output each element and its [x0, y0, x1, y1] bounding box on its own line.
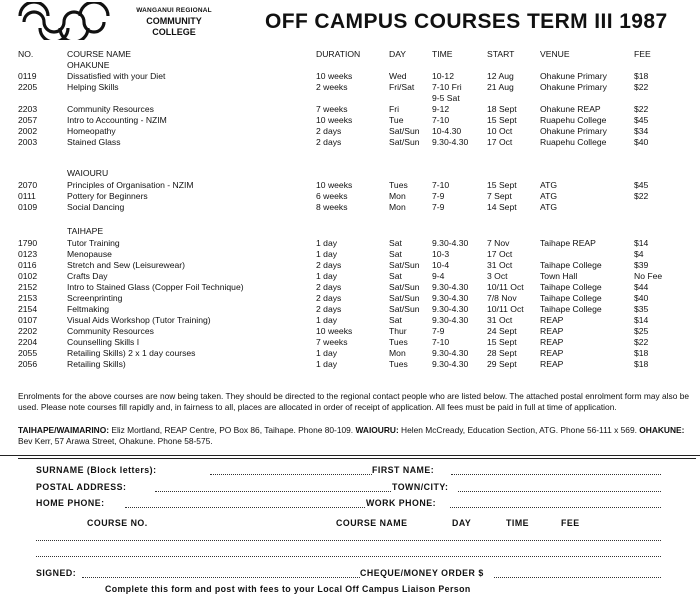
cell-course-name: Principles of Organisation - NZIM — [67, 180, 194, 190]
first-name-label: FIRST NAME: — [372, 465, 435, 475]
cell-duration: 10 weeks — [316, 71, 353, 81]
cell-course-name: Stained Glass — [67, 137, 121, 147]
college-name — [104, 5, 244, 38]
home-phone-label: HOME PHONE: — [36, 498, 105, 508]
cell-fee: $18 — [634, 348, 649, 358]
postal-address-field[interactable] — [155, 491, 391, 492]
table-row — [18, 180, 674, 191]
contact-text-ohakune: Bev Kerr, 57 Arawa Street, Ohakune. Phone 58-575. — [18, 436, 213, 446]
enrolment-paragraph: Enrolments for the above courses are now being taken. They should be directed to the regional contact people who are listed below. The attached postal enrolment form may also be used. Please note courses fill rapidly and, in fairness to all, places are allocated in order of receipt of application. All fees must be paid in full at time of application. — [18, 391, 690, 412]
cell-course-name: Dissatisfied with your Diet — [67, 71, 166, 81]
cell-time: 7-10 — [432, 180, 450, 190]
header-duration: DURATION — [316, 49, 361, 59]
form-col-fee: FEE — [561, 518, 580, 528]
cheque-label: CHEQUE/MONEY ORDER $ — [360, 568, 484, 578]
header-day: DAY — [389, 49, 407, 59]
signed-label: SIGNED: — [36, 568, 77, 578]
cell-time: 9.30-4.30 — [432, 293, 469, 303]
cell-course-name: Social Dancing — [67, 202, 125, 212]
cell-fee: $35 — [634, 304, 649, 314]
cell-venue: ATG — [540, 180, 558, 190]
cell-fee: $34 — [634, 126, 649, 136]
cell-duration: 2 weeks — [316, 82, 348, 92]
cell-venue: Ohakune Primary — [540, 71, 607, 81]
cell-time: 7-9 — [432, 326, 445, 336]
cell-duration: 1 day — [316, 359, 338, 369]
cell-duration: 2 days — [316, 282, 342, 292]
cell-duration: 7 weeks — [316, 104, 348, 114]
cell-duration: 10 weeks — [316, 115, 353, 125]
cell-course-no: 0102 — [18, 271, 38, 281]
table-row — [18, 271, 674, 282]
cell-course-no: 2153 — [18, 293, 38, 303]
cell-day: Sat/Sun — [389, 304, 420, 314]
cell-venue: Ruapehu College — [540, 115, 607, 125]
cell-day: Fri/Sat — [389, 82, 415, 92]
cell-venue: REAP — [540, 337, 564, 347]
section-heading-waiouru: WAIOURU — [67, 168, 109, 178]
surname-label: SURNAME (Block letters): — [36, 465, 157, 475]
table-row — [18, 293, 674, 304]
header-time: TIME — [432, 49, 453, 59]
form-col-time: TIME — [506, 518, 530, 528]
cell-course-no: 0111 — [18, 191, 36, 201]
cell-fee: $40 — [634, 137, 649, 147]
cell-time: 9-4 — [432, 271, 445, 281]
table-row — [18, 115, 674, 126]
cell-course-name: Feltmaking — [67, 304, 110, 314]
cell-course-name: Screenprinting — [67, 293, 123, 303]
cell-start: 17 Oct — [487, 249, 513, 259]
cell-time: 7-9 — [432, 202, 445, 212]
cell-fee: $14 — [634, 238, 649, 248]
cell-time: 9-5 Sat — [432, 93, 460, 103]
first-name-field[interactable] — [451, 474, 661, 475]
cell-start: 31 Oct — [487, 260, 513, 270]
cheque-amount-field[interactable] — [494, 577, 661, 578]
table-row — [18, 202, 674, 213]
cell-start: 15 Sept — [487, 180, 517, 190]
cell-course-name: Community Resources — [67, 326, 154, 336]
cell-course-no: 0116 — [18, 260, 37, 270]
course-entry-line-2[interactable] — [36, 556, 661, 557]
form-col-course-no: COURSE NO. — [87, 518, 148, 528]
table-row — [18, 137, 674, 148]
table-row — [18, 359, 674, 370]
cell-start: 12 Aug — [487, 71, 514, 81]
contact-label-waiouru: WAIOURU: — [355, 425, 399, 435]
cell-duration: 2 days — [316, 304, 342, 314]
work-phone-label: WORK PHONE: — [366, 498, 437, 508]
cell-course-no: 2055 — [18, 348, 38, 358]
cell-day: Sat/Sun — [389, 260, 420, 270]
cell-course-no: 0123 — [18, 249, 38, 259]
cell-day: Sat/Sun — [389, 282, 420, 292]
cell-venue: Ohakune Primary — [540, 126, 607, 136]
cell-time: 9.30-4.30 — [432, 137, 469, 147]
table-row — [18, 315, 674, 326]
table-row — [18, 260, 674, 271]
college-line-3: COLLEGE — [152, 27, 196, 37]
cell-venue: REAP — [540, 348, 564, 358]
cell-start: 29 Sept — [487, 359, 517, 369]
cell-day: Tues — [389, 337, 408, 347]
cell-course-no: 2070 — [18, 180, 38, 190]
cell-duration: 10 weeks — [316, 326, 353, 336]
cell-course-no: 2003 — [18, 137, 38, 147]
cell-start: 7/8 Nov — [487, 293, 517, 303]
course-entry-line-1[interactable] — [36, 540, 661, 541]
cell-day — [389, 93, 432, 104]
table-row — [18, 104, 674, 115]
form-inner-border — [18, 458, 696, 459]
postal-address-label: POSTAL ADDRESS: — [36, 482, 127, 492]
cell-day: Sat — [389, 315, 402, 325]
cell-duration: 2 days — [316, 126, 342, 136]
contact-text-taihape: Eliz Mortland, REAP Centre, PO Box 86, Taihape. Phone 80-109. — [109, 425, 356, 435]
cell-day: Tue — [389, 115, 404, 125]
course-table-taihape — [18, 238, 674, 370]
home-phone-field[interactable] — [125, 507, 365, 508]
cell-day: Sat/Sun — [389, 293, 420, 303]
cell-time: 9.30-4.30 — [432, 304, 469, 314]
table-row — [18, 93, 674, 104]
cell-venue: REAP — [540, 359, 564, 369]
cell-day: Tues — [389, 180, 408, 190]
cell-fee: $45 — [634, 115, 649, 125]
cell-course-no: 0109 — [18, 202, 38, 212]
cell-fee: $40 — [634, 293, 649, 303]
cell-start: 24 Sept — [487, 326, 517, 336]
cell-venue: Taihape College — [540, 282, 602, 292]
cell-start: 28 Sept — [487, 348, 517, 358]
cell-start: 7 Nov — [487, 238, 510, 248]
cell-time: 10-4.30 — [432, 126, 462, 136]
cell-fee — [634, 202, 674, 213]
table-row — [18, 238, 674, 249]
cell-venue: ATG — [540, 191, 558, 201]
cell-day: Mon — [389, 202, 406, 212]
cell-duration: 1 day — [316, 238, 338, 248]
cell-fee: $22 — [634, 82, 649, 92]
cell-duration: 6 weeks — [316, 191, 348, 201]
cell-course-no: 0107 — [18, 315, 38, 325]
cell-day: Sat/Sun — [389, 137, 420, 147]
cell-course-name: Intro to Stained Glass (Copper Foil Technique) — [67, 282, 244, 292]
cell-fee: $44 — [634, 282, 649, 292]
cell-course-no: 2202 — [18, 326, 38, 336]
cell-start: 14 Sept — [487, 202, 517, 212]
contact-text-waiouru: Helen McCready, Education Section, ATG. Phone 56-111 x 569. — [398, 425, 640, 435]
cell-course-name: Tutor Training — [67, 238, 120, 248]
header-start: START — [487, 49, 515, 59]
cell-day: Tues — [389, 359, 408, 369]
cell-time: 9.30-4.30 — [432, 315, 469, 325]
cell-course-no: 0119 — [18, 71, 37, 81]
cell-time: 10-3 — [432, 249, 450, 259]
cell-venue: ATG — [540, 202, 558, 212]
table-row — [18, 326, 674, 337]
cell-start: 15 Sept — [487, 337, 517, 347]
header-fee: FEE — [634, 49, 651, 59]
table-row — [18, 191, 674, 202]
cell-time: 10-12 — [432, 71, 454, 81]
table-row — [18, 126, 674, 137]
cell-course-no: 2002 — [18, 126, 38, 136]
cell-venue: Town Hall — [540, 271, 578, 281]
cell-venue: Taihape College — [540, 293, 602, 303]
cell-fee: $18 — [634, 71, 649, 81]
form-col-day: DAY — [452, 518, 472, 528]
cell-fee: $18 — [634, 359, 649, 369]
cell-fee: $22 — [634, 104, 649, 114]
town-city-field[interactable] — [458, 491, 661, 492]
cell-course-no: 2203 — [18, 104, 38, 114]
cell-time: 9.30-4.30 — [432, 238, 469, 248]
college-line-2: COMMUNITY — [146, 16, 202, 26]
cell-start: 10 Oct — [487, 126, 513, 136]
cell-start: 31 Oct — [487, 315, 513, 325]
cell-start: 7 Sept — [487, 191, 512, 201]
cell-time: 7-10 — [432, 337, 450, 347]
signature-field[interactable] — [82, 577, 360, 578]
cell-course-no — [18, 93, 67, 104]
header-course-name: COURSE NAME — [67, 49, 131, 59]
town-city-label: TOWN/CITY: — [392, 482, 449, 492]
table-row — [18, 71, 674, 82]
cell-time: 7-9 — [432, 191, 445, 201]
course-table-waiouru — [18, 180, 674, 213]
cell-day: Sat — [389, 249, 402, 259]
cell-duration: 8 weeks — [316, 202, 348, 212]
cell-duration: 7 weeks — [316, 337, 348, 347]
cell-start: 3 Oct — [487, 271, 508, 281]
cell-course-no: 1790 — [18, 238, 38, 248]
cell-fee: $45 — [634, 180, 649, 190]
table-row — [18, 82, 674, 93]
cell-time: 9-12 — [432, 104, 450, 114]
cell-venue: REAP — [540, 326, 564, 336]
cell-time: 9.30-4.30 — [432, 348, 469, 358]
cell-course-name: Intro to Accounting - NZIM — [67, 115, 167, 125]
cell-fee: $25 — [634, 326, 649, 336]
cell-course-no: 2056 — [18, 359, 38, 369]
cell-fee: $39 — [634, 260, 649, 270]
cell-day: Wed — [389, 71, 407, 81]
page-title: OFF CAMPUS COURSES TERM III 1987 — [265, 10, 668, 33]
contacts-paragraph — [18, 425, 696, 447]
table-row — [18, 304, 674, 315]
cell-course-no: 2205 — [18, 82, 38, 92]
cell-course-name: Community Resources — [67, 104, 154, 114]
cell-course-name: Crafts Day — [67, 271, 108, 281]
cell-fee: $22 — [634, 191, 649, 201]
cell-duration: 1 day — [316, 348, 338, 358]
cell-duration: 10 weeks — [316, 180, 353, 190]
cell-day: Mon — [389, 191, 406, 201]
cell-day: Fri — [389, 104, 400, 114]
cell-day: Sat/Sun — [389, 126, 420, 136]
cell-course-no: 2057 — [18, 115, 38, 125]
cell-course-name: Retailing Skills) 2 x 1 day courses — [67, 348, 196, 358]
form-top-border — [0, 455, 700, 456]
table-row — [18, 348, 674, 359]
cell-start: 21 Aug — [487, 82, 514, 92]
cell-venue: Ohakune REAP — [540, 104, 601, 114]
cell-course-name: Visual Aids Workshop (Tutor Training) — [67, 315, 211, 325]
section-heading-ohakune: OHAKUNE — [67, 60, 110, 70]
cell-day: Sat — [389, 271, 402, 281]
cell-duration: 1 day — [316, 271, 338, 281]
cell-fee: $4 — [634, 249, 644, 259]
cell-fee — [634, 93, 674, 104]
cell-fee: No Fee — [634, 271, 663, 281]
cell-course-name: Retailing Skills) — [67, 359, 126, 369]
cell-start: 10/11 Oct — [487, 282, 524, 292]
cell-venue — [540, 93, 634, 104]
cell-duration — [316, 93, 389, 104]
cell-time: 9.30-4.30 — [432, 282, 469, 292]
college-line-1: WANGANUI REGIONAL — [136, 7, 212, 14]
cell-start — [487, 93, 540, 104]
cell-duration: 1 day — [316, 315, 338, 325]
cell-course-no: 2204 — [18, 337, 38, 347]
cell-fee: $22 — [634, 337, 649, 347]
section-heading-taihape: TAIHAPE — [67, 226, 104, 236]
cell-venue — [540, 249, 634, 260]
cell-duration: 1 day — [316, 249, 338, 259]
cell-day: Sat — [389, 238, 402, 248]
cell-venue: Taihape College — [540, 260, 602, 270]
surname-field[interactable] — [210, 474, 372, 475]
cell-course-name: Stretch and Sew (Leisurewear) — [67, 260, 185, 270]
cell-venue: Taihape REAP — [540, 238, 596, 248]
cell-duration: 2 days — [316, 260, 342, 270]
cell-duration: 2 days — [316, 137, 342, 147]
header-no: NO. — [18, 49, 34, 59]
cell-course-no: 2152 — [18, 282, 38, 292]
cell-venue: Ruapehu College — [540, 137, 607, 147]
course-table-ohakune — [18, 71, 674, 148]
cell-fee: $14 — [634, 315, 649, 325]
work-phone-field[interactable] — [450, 507, 661, 508]
cell-start: 10/11 Oct — [487, 304, 524, 314]
contact-label-ohakune: OHAKUNE: — [639, 425, 685, 435]
cell-day: Thur — [389, 326, 407, 336]
cell-time: 7-10 — [432, 115, 450, 125]
cell-time: 10-4 — [432, 260, 450, 270]
form-footer-instruction: Complete this form and post with fees to your Local Off Campus Liaison Person — [105, 584, 471, 594]
contact-label-taihape: TAIHAPE/WAIMARINO: — [18, 425, 110, 435]
cell-course-name — [67, 93, 316, 104]
cell-venue: Taihape College — [540, 304, 602, 314]
cell-start: 17 Oct — [487, 137, 513, 147]
cell-start: 15 Sept — [487, 115, 517, 125]
cell-start: 18 Sept — [487, 104, 517, 114]
header-venue: VENUE — [540, 49, 570, 59]
cell-time: 7-10 Fri — [432, 82, 462, 92]
cell-course-name: Counselling Skills I — [67, 337, 140, 347]
table-row — [18, 249, 674, 260]
form-col-course-name: COURSE NAME — [336, 518, 408, 528]
cell-duration: 2 days — [316, 293, 342, 303]
table-row — [18, 337, 674, 348]
cell-day: Mon — [389, 348, 406, 358]
cell-course-no: 2154 — [18, 304, 38, 314]
college-logo — [18, 2, 110, 40]
cell-course-name: Homeopathy — [67, 126, 116, 136]
cell-course-name: Pottery for Beginners — [67, 191, 148, 201]
table-row — [18, 282, 674, 293]
cell-venue: Ohakune Primary — [540, 82, 607, 92]
cell-time: 9.30-4.30 — [432, 359, 469, 369]
cell-venue: REAP — [540, 315, 564, 325]
cell-course-name: Helping Skills — [67, 82, 119, 92]
cell-course-name: Menopause — [67, 249, 112, 259]
